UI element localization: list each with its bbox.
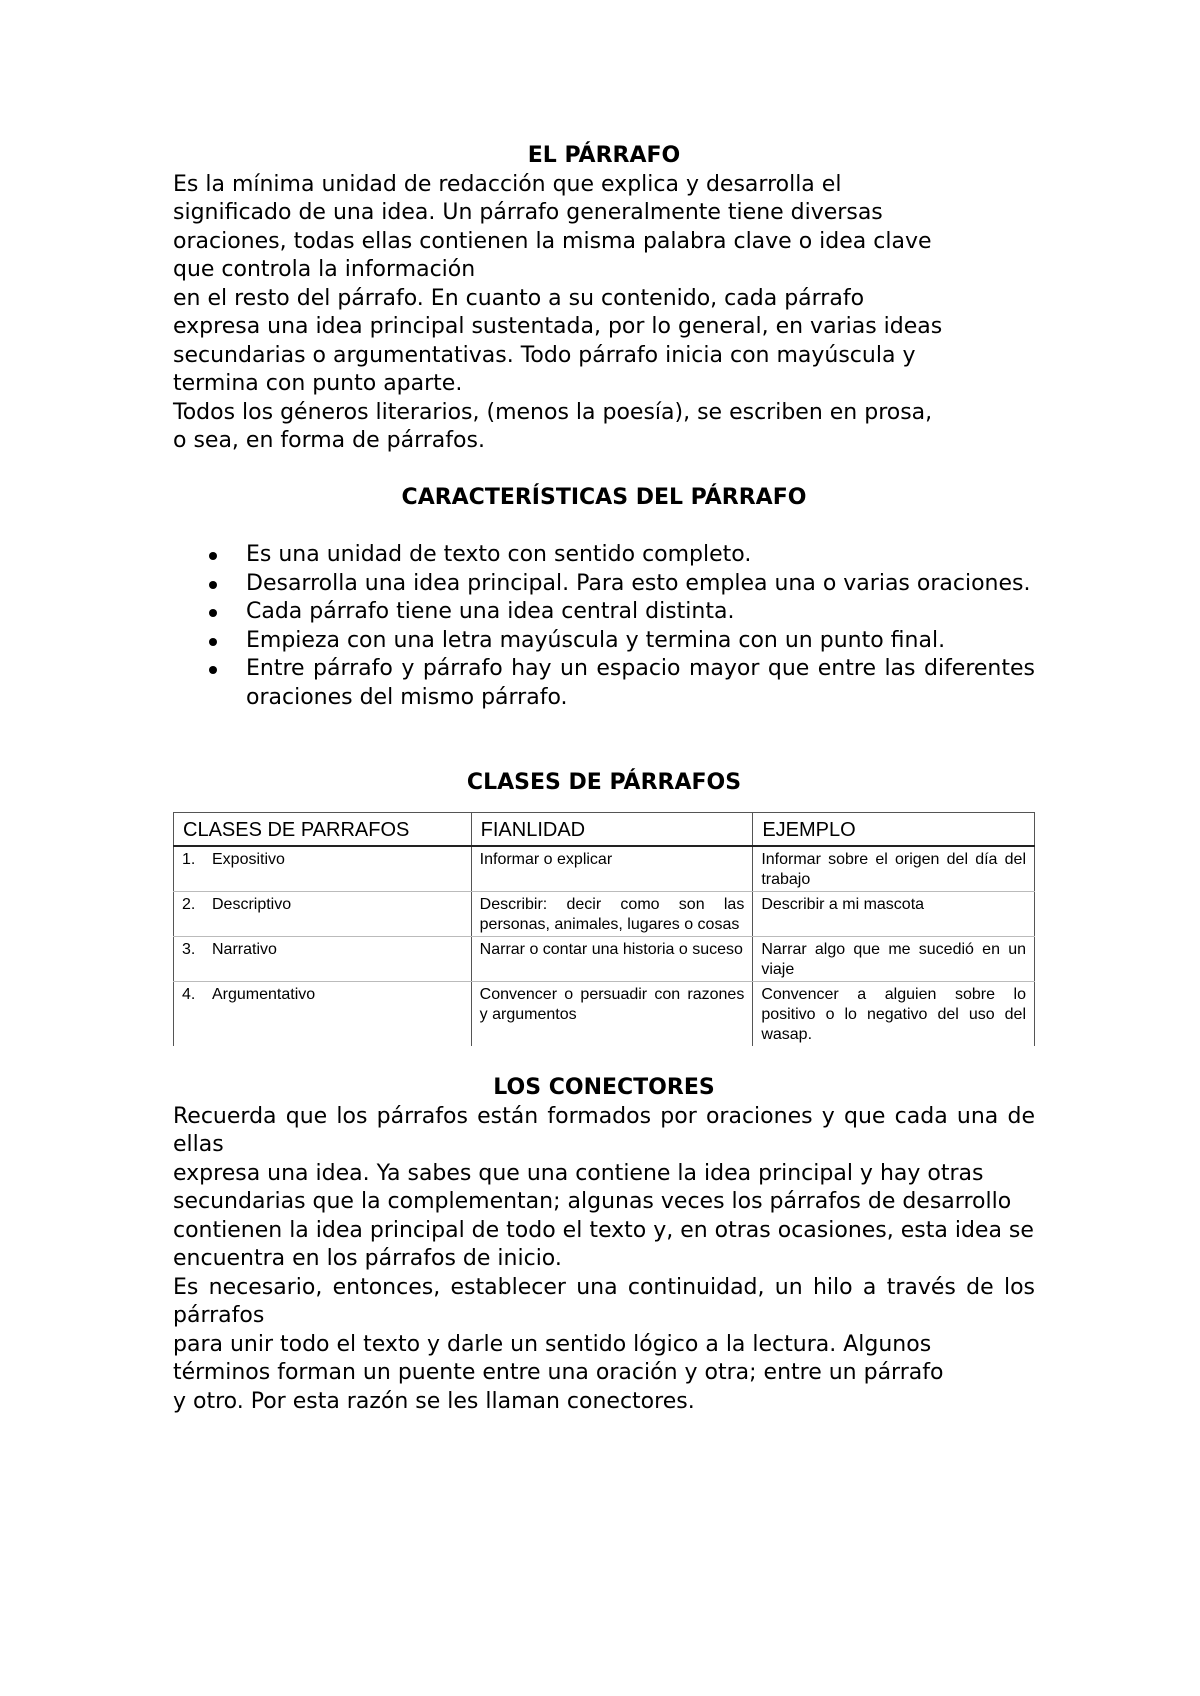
text-line: expresa una idea. Ya sabes que una contiene la idea principal y hay otras <box>173 1160 984 1186</box>
text-line: que controla la información <box>173 257 476 282</box>
intro-paragraph-1 <box>173 171 1035 285</box>
document-page <box>173 142 1035 1416</box>
text-line: en el resto del párrafo. En cuanto a su contenido, cada párrafo <box>173 285 865 311</box>
page-title: EL PÁRRAFO <box>527 143 681 168</box>
column-header: CLASES DE PARRAFOS <box>174 812 472 846</box>
intro-paragraph-3 <box>173 399 1035 456</box>
bullet-icon <box>209 609 217 617</box>
text-line: secundarias que la complementan; algunas veces los párrafos de desarrollo <box>173 1189 1012 1214</box>
column-header: FIANLIDAD <box>471 812 753 846</box>
table-cell-ejemplo: Informar sobre el origen del día del trabajo <box>753 846 1035 892</box>
table-cell-clase: 2. Descriptivo <box>174 891 472 936</box>
bullet-icon <box>209 666 217 674</box>
column-header: EJEMPLO <box>753 812 1035 846</box>
conectores-paragraph-1 <box>173 1103 1035 1274</box>
text-line: significado de una idea. Un párrafo generalmente tiene diversas <box>173 200 883 225</box>
text-line: oraciones, todas ellas contienen la misma palabra clave o idea clave <box>173 228 932 254</box>
list-item: Entre párrafo y párrafo hay un espacio mayor que entre las diferentes oraciones del mismo párrafo. <box>173 655 1035 712</box>
table-cell-clase: 1. Expositivo <box>174 846 472 892</box>
table-cell-finalidad: Narrar o contar una historia o suceso <box>471 936 753 981</box>
text-line: secundarias o argumentativas. Todo párrafo inicia con mayúscula y <box>173 342 916 368</box>
text-line: o sea, en forma de párrafos. <box>173 428 485 453</box>
text-line: termina con punto aparte. <box>173 371 463 396</box>
text-line: términos forman un puente entre una oración y otra; entre un párrafo <box>173 1360 944 1385</box>
list-item: Desarrolla una idea principal. Para esto emplea una o varias oraciones. <box>173 570 1035 599</box>
bullet-icon <box>209 638 217 646</box>
spacer <box>173 513 1035 542</box>
text-line: Todos los géneros literarios, (menos la poesía), se escriben en prosa, <box>173 399 933 425</box>
caracteristicas-list <box>173 541 1035 712</box>
table-row <box>174 891 1035 936</box>
text-line: encuentra en los párrafos de inicio. <box>173 1246 562 1271</box>
table-cell-ejemplo: Describir a mi mascota <box>753 891 1035 936</box>
text-line: y otro. Por esta razón se les llaman conectores. <box>173 1388 695 1414</box>
conectores-paragraph-2 <box>173 1274 1035 1417</box>
conectores-heading: LOS CONECTORES <box>493 1075 715 1100</box>
spacer <box>173 712 1035 741</box>
table-cell-finalidad: Informar o explicar <box>471 846 753 892</box>
text-line: para unir todo el texto y darle un sentido lógico a la lectura. Algunos <box>173 1331 932 1357</box>
text-line: Recuerda que los párrafos están formados por oraciones y que cada una de ellas <box>173 1103 1035 1157</box>
table-cell-clase: 4. Argumentativo <box>174 981 472 1046</box>
table-cell-ejemplo: Convencer a alguien sobre lo positivo o lo negativo del uso del wasap. <box>753 981 1035 1046</box>
caracteristicas-heading: CARACTERÍSTICAS DEL PÁRRAFO <box>401 485 807 510</box>
table-row <box>174 936 1035 981</box>
text-line: expresa una idea principal sustentada, por lo general, en varias ideas <box>173 314 943 339</box>
table-header-row <box>174 812 1035 846</box>
table-row <box>174 981 1035 1046</box>
text-line: contienen la idea principal de todo el texto y, en otras ocasiones, esta idea se <box>173 1217 1034 1243</box>
list-item: Cada párrafo tiene una idea central distinta. <box>173 598 1035 627</box>
spacer <box>173 1046 1035 1075</box>
bullet-icon <box>209 581 217 589</box>
text-line: Es necesario, entonces, establecer una continuidad, un hilo a través de los párrafos <box>173 1274 1035 1328</box>
table-cell-finalidad: Convencer o persuadir con razones y argumentos <box>471 981 753 1046</box>
spacer <box>173 456 1035 485</box>
text-line: Es la mínima unidad de redacción que explica y desarrolla el <box>173 171 842 197</box>
table-row <box>174 846 1035 892</box>
spacer <box>173 741 1035 770</box>
table-cell-ejemplo: Narrar algo que me sucedió en un viaje <box>753 936 1035 981</box>
bullet-icon <box>209 552 217 560</box>
list-item: Es una unidad de texto con sentido completo. <box>173 541 1035 570</box>
clases-heading: CLASES DE PÁRRAFOS <box>466 770 742 795</box>
intro-paragraph-2 <box>173 285 1035 399</box>
table-cell-finalidad: Describir: decir como son las personas, animales, lugares o cosas <box>471 891 753 936</box>
list-item: Empieza con una letra mayúscula y termina con un punto final. <box>173 627 1035 656</box>
clases-table <box>173 812 1035 1046</box>
table-cell-clase: 3. Narrativo <box>174 936 472 981</box>
